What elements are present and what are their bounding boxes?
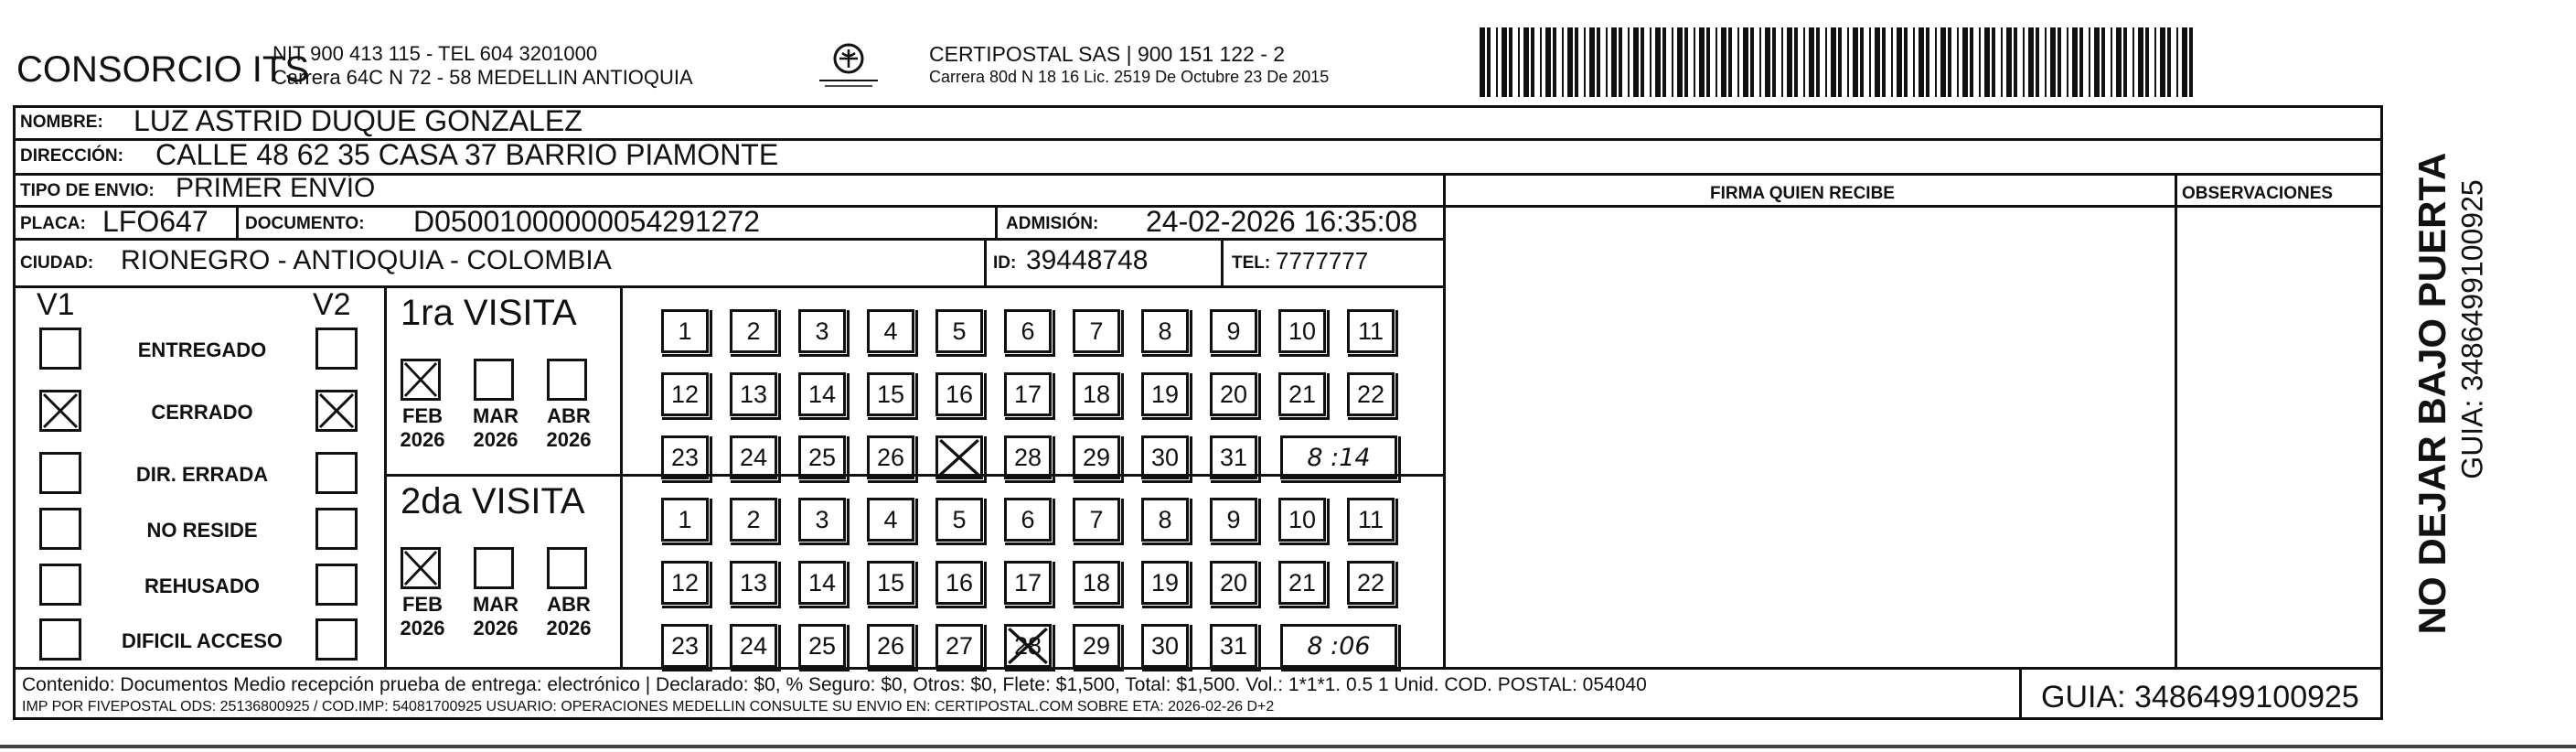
- day-cell[interactable]: [1347, 561, 1395, 605]
- barcode-bar: [1545, 27, 1551, 97]
- month-checkbox[interactable]: [547, 359, 587, 401]
- day-cell[interactable]: [798, 498, 846, 542]
- day-cell[interactable]: [1004, 561, 1052, 605]
- status-option-label: ENTREGADO: [137, 338, 267, 361]
- barcode-bar: [1694, 27, 1695, 97]
- visit-title: 1ra VISITA: [401, 293, 577, 333]
- day-number: 7: [1089, 317, 1104, 345]
- day-cell[interactable]: [1004, 435, 1052, 479]
- day-cell[interactable]: [935, 372, 983, 416]
- day-number: 18: [1082, 380, 1111, 408]
- day-cell[interactable]: [1073, 561, 1120, 605]
- day-cell[interactable]: [935, 435, 983, 479]
- barcode-bar: [1611, 27, 1617, 97]
- barcode-bar: [1487, 27, 1491, 97]
- month-label: FEB: [402, 404, 443, 427]
- month-label: MAR: [472, 593, 519, 616]
- barcode-bar: [1940, 27, 1946, 97]
- day-cell[interactable]: [1073, 435, 1120, 479]
- day-number: 14: [807, 568, 837, 596]
- barcode-bar: [1904, 27, 1908, 97]
- id-value: 39448748: [1026, 245, 1149, 275]
- barcode-bar: [1502, 27, 1507, 97]
- day-number: 4: [883, 505, 898, 533]
- day-cell[interactable]: [730, 435, 777, 479]
- nombre-label: NOMBRE:: [20, 113, 103, 132]
- day-number: 12: [670, 380, 700, 408]
- month-year: 2026: [400, 617, 445, 639]
- day-cell[interactable]: [1141, 498, 1189, 542]
- day-number: 2: [746, 505, 761, 533]
- admision-value: 24-02-2026 16:35:08: [1146, 205, 1418, 238]
- day-number: 20: [1219, 380, 1248, 408]
- barcode-bar: [1531, 27, 1534, 97]
- day-cell[interactable]: [1004, 372, 1052, 416]
- day-cell[interactable]: [730, 561, 777, 605]
- day-number: 11: [1357, 317, 1384, 345]
- day-cell[interactable]: [1141, 624, 1189, 668]
- firma-header: FIRMA QUIEN RECIBE: [1710, 184, 1895, 203]
- nombre-value: LUZ ASTRID DUQUE GONZALEZ: [134, 104, 583, 137]
- month-checkbox[interactable]: [401, 359, 441, 401]
- day-cell[interactable]: [1141, 435, 1189, 479]
- direccion-value: CALLE 48 62 35 CASA 37 BARRIO PIAMONTE: [155, 138, 779, 171]
- day-cell[interactable]: [867, 435, 914, 479]
- barcode-bar: [1781, 27, 1783, 97]
- day-cell[interactable]: [935, 309, 983, 353]
- day-number: 5: [952, 505, 967, 533]
- id-label: ID:: [993, 253, 1017, 273]
- barcode-bar: [1882, 27, 1886, 97]
- day-cell[interactable]: [661, 372, 709, 416]
- barcode-bar: [1772, 27, 1776, 97]
- month-label: ABR: [547, 593, 591, 616]
- placa-label: PLACA:: [20, 214, 86, 233]
- certipostal-logo: [812, 40, 885, 93]
- footer-print-line: IMP POR FIVEPOSTAL ODS: 25136800925 / COD.IMP: 54081700925 USUARIO: OPERACIONES MEDELLIN CONSULTE SU ENVIO EN: CERTIPOSTAL.COM SOBRE ETA: 2026-02-26 D+2: [22, 699, 1275, 714]
- barcode-bar: [1957, 27, 1959, 97]
- barcode-bar: [1684, 27, 1688, 97]
- month-year: 2026: [546, 617, 592, 639]
- day-cell[interactable]: [1210, 561, 1257, 605]
- barcode-bar: [1831, 27, 1836, 97]
- day-cell[interactable]: [935, 561, 983, 605]
- day-cell[interactable]: [1210, 372, 1257, 416]
- observaciones-header: OBSERVACIONES: [2182, 184, 2334, 203]
- barcode-bar: [1962, 27, 1968, 97]
- barcode-bar: [1716, 27, 1717, 97]
- status-option-label: CERRADO: [151, 401, 253, 424]
- barcode-bar: [1750, 27, 1754, 97]
- barcode-bar: [1979, 27, 1981, 97]
- day-number: 15: [876, 380, 905, 408]
- v2-checkbox[interactable]: [315, 452, 358, 494]
- barcode-bar: [1699, 27, 1705, 97]
- barcode-bar: [2079, 27, 2083, 97]
- day-cell[interactable]: [1141, 309, 1189, 353]
- barcode-bar: [1897, 27, 1902, 97]
- day-number: 16: [945, 568, 974, 596]
- barcode-bar: [1575, 27, 1578, 97]
- day-number: 21: [1288, 380, 1317, 408]
- month-label: ABR: [547, 404, 591, 427]
- month-checkbox[interactable]: [474, 547, 514, 589]
- barcode-bar: [1926, 27, 1929, 97]
- barcode-bar: [2145, 27, 2149, 97]
- barcode-bar: [2176, 27, 2178, 97]
- ciudad-label: CIUDAD:: [20, 253, 94, 273]
- barcode-bar: [1728, 27, 1732, 97]
- barcode-bar: [2189, 27, 2193, 97]
- visit-time-box[interactable]: [1280, 624, 1397, 668]
- courier-name: CERTIPOSTAL SAS | 900 151 122 - 2: [929, 42, 1286, 66]
- sender-address: Carrera 64C N 72 - 58 MEDELLIN ANTIOQUIA: [273, 66, 693, 89]
- day-cell[interactable]: [867, 561, 914, 605]
- barcode-bar: [2023, 27, 2025, 97]
- admision-label: ADMISIÓN:: [1006, 214, 1099, 233]
- barcode-bar: [1540, 27, 1542, 97]
- day-cell[interactable]: [867, 498, 914, 542]
- ciudad-value: RIONEGRO - ANTIOQUIA - COLOMBIA: [121, 245, 612, 275]
- day-number: 13: [739, 568, 768, 596]
- tipo-envio-value: PRIMER ENVÍO: [176, 173, 376, 203]
- day-cell[interactable]: [798, 309, 846, 353]
- barcode-bar: [2111, 27, 2112, 97]
- footer-content-line: Contenido: Documentos Medio recepción prueba de entrega: electrónico | Declarado: $0, % Seguro: $0, Otros: $0, Flete: $1,500, Total: $1,500. Vol.: 1*1*1. 0.5 1 Unid. COD. POSTAL: 054040: [22, 674, 1647, 695]
- sender-name: CONSORCIO ITS: [16, 49, 310, 90]
- barcode-bar: [1650, 27, 1651, 97]
- day-number: 3: [815, 317, 829, 345]
- day-number: 5: [952, 317, 967, 345]
- barcode-bar: [1496, 27, 1498, 97]
- day-number: 29: [1082, 631, 1111, 660]
- visit-time: 8 :06: [1307, 631, 1371, 661]
- status-option-label: NO RESIDE: [146, 519, 258, 542]
- day-number: 25: [807, 631, 837, 660]
- barcode-bar: [2160, 27, 2165, 97]
- barcode-bar: [2138, 27, 2143, 97]
- tel-value: 7777777: [1276, 247, 1369, 274]
- day-cell[interactable]: [935, 624, 983, 668]
- day-number: 17: [1013, 380, 1042, 408]
- day-cell[interactable]: [1073, 372, 1120, 416]
- day-cell[interactable]: [1210, 309, 1257, 353]
- barcode-bar: [1706, 27, 1710, 97]
- status-option-label: DIFICIL ACCESO: [121, 629, 283, 652]
- day-number: 10: [1288, 505, 1317, 533]
- barcode-bar: [1948, 27, 1951, 97]
- day-cell[interactable]: [730, 372, 777, 416]
- v2-label: V2: [313, 287, 351, 322]
- barcode-bar: [1721, 27, 1726, 97]
- v1-checkbox[interactable]: [39, 390, 81, 432]
- day-number: 26: [876, 631, 905, 660]
- day-cell[interactable]: [730, 624, 777, 668]
- barcode-bar: [2132, 27, 2134, 97]
- day-cell[interactable]: [661, 498, 709, 542]
- day-cell[interactable]: [730, 309, 777, 353]
- day-cell[interactable]: [730, 498, 777, 542]
- month-label: FEB: [402, 593, 443, 616]
- day-number: 31: [1219, 443, 1248, 471]
- barcode-bar: [1825, 27, 1827, 97]
- day-number: 24: [739, 631, 768, 660]
- barcode-bar: [1743, 27, 1748, 97]
- barcode-bar: [1737, 27, 1739, 97]
- day-number: 30: [1150, 443, 1180, 471]
- day-cell[interactable]: [1347, 498, 1395, 542]
- day-cell[interactable]: [1278, 561, 1326, 605]
- barcode-bar: [1765, 27, 1770, 97]
- day-cell[interactable]: [1210, 435, 1257, 479]
- barcode-bar: [1809, 27, 1814, 97]
- barcode-bar: [2036, 27, 2039, 97]
- day-cell[interactable]: [1004, 624, 1052, 668]
- barcode-bar: [1518, 27, 1520, 97]
- day-number: 19: [1150, 380, 1180, 408]
- barcode-bar: [1984, 27, 1990, 97]
- barcode-bar: [1919, 27, 1924, 97]
- day-cell[interactable]: [1210, 498, 1257, 542]
- barcode-bar: [1628, 27, 1630, 97]
- day-number: 23: [670, 631, 700, 660]
- status-option-label: DIR. ERRADA: [135, 463, 269, 486]
- footer-guia: GUIA: 3486499100925: [2041, 680, 2359, 714]
- barcode-bar: [1794, 27, 1798, 97]
- day-cell[interactable]: [661, 309, 709, 353]
- sender-nit: NIT 900 413 115 - TEL 604 3201000: [273, 42, 598, 65]
- v2-checkbox[interactable]: [315, 618, 358, 661]
- day-number: 12: [670, 568, 700, 596]
- day-cell[interactable]: [1278, 372, 1326, 416]
- barcode-bar: [2123, 27, 2127, 97]
- v2-checkbox[interactable]: [315, 390, 358, 432]
- direccion-label: DIRECCIÓN:: [20, 146, 123, 166]
- day-cell[interactable]: [1347, 372, 1395, 416]
- day-number: 2: [746, 317, 761, 345]
- barcode-bar: [1662, 27, 1666, 97]
- day-number: 3: [815, 505, 829, 533]
- barcode-bar: [1584, 27, 1586, 97]
- month-checkbox[interactable]: [547, 547, 587, 589]
- barcode-bar: [1847, 27, 1849, 97]
- barcode-bar: [2067, 27, 2068, 97]
- barcode-bar: [2101, 27, 2105, 97]
- barcode-bar: [2094, 27, 2100, 97]
- tipo-envio-label: TIPO DE ENVIO:: [20, 181, 155, 200]
- barcode-bar: [1970, 27, 1973, 97]
- day-number: 9: [1226, 317, 1241, 345]
- barcode-bar: [1913, 27, 1915, 97]
- no-dejar-warning: NO DEJAR BAJO PUERTA: [2410, 152, 2453, 635]
- day-number: 17: [1013, 568, 1042, 596]
- day-cell[interactable]: [1210, 624, 1257, 668]
- day-cell[interactable]: [1004, 498, 1052, 542]
- barcode-bar: [2028, 27, 2034, 97]
- barcode-bar: [2045, 27, 2047, 97]
- day-number: 1: [678, 505, 692, 533]
- day-number: 22: [1356, 380, 1385, 408]
- barcode-bar: [2089, 27, 2090, 97]
- day-cell[interactable]: [867, 624, 914, 668]
- v2-checkbox[interactable]: [315, 508, 358, 550]
- barcode-bar: [1853, 27, 1858, 97]
- day-cell[interactable]: [798, 435, 846, 479]
- day-number: 23: [670, 443, 700, 471]
- day-number: 10: [1288, 317, 1317, 345]
- month-year: 2026: [473, 617, 518, 639]
- barcode-bar: [1655, 27, 1661, 97]
- month-year: 2026: [400, 428, 445, 451]
- barcode-bar: [1672, 27, 1673, 97]
- day-cell[interactable]: [798, 372, 846, 416]
- barcode-bar: [2154, 27, 2156, 97]
- barcode-bar: [1891, 27, 1893, 97]
- day-cell[interactable]: [1141, 372, 1189, 416]
- barcode-bar: [1589, 27, 1595, 97]
- day-number: 19: [1150, 568, 1180, 596]
- day-number: 20: [1219, 568, 1248, 596]
- day-number: 11: [1357, 505, 1384, 533]
- day-number: 6: [1021, 505, 1035, 533]
- barcode-bar: [1562, 27, 1564, 97]
- day-number: 31: [1219, 631, 1248, 660]
- visit-time: 8 :14: [1307, 443, 1371, 472]
- barcode-bar: [1553, 27, 1556, 97]
- bottom-edge: [0, 745, 2576, 748]
- barcode-bar: [2182, 27, 2187, 97]
- tel-label: TEL:: [1232, 253, 1271, 273]
- barcode-bar: [1677, 27, 1683, 97]
- day-cell[interactable]: [935, 498, 983, 542]
- day-number: 30: [1150, 631, 1180, 660]
- barcode: [1480, 27, 2202, 97]
- visit-title: 2da VISITA: [401, 481, 585, 521]
- day-number: 28: [1013, 631, 1042, 660]
- day-cell[interactable]: [867, 309, 914, 353]
- v1-checkbox[interactable]: [39, 508, 81, 550]
- day-cell[interactable]: [867, 372, 914, 416]
- barcode-bar: [2001, 27, 2003, 97]
- month-checkbox[interactable]: [401, 547, 441, 589]
- barcode-bar: [1869, 27, 1871, 97]
- v1-checkbox[interactable]: [39, 618, 81, 661]
- day-cell[interactable]: [1073, 498, 1120, 542]
- day-number: 4: [883, 317, 898, 345]
- day-cell[interactable]: [798, 624, 846, 668]
- barcode-bar: [2006, 27, 2012, 97]
- day-cell[interactable]: [1278, 498, 1326, 542]
- day-number: 7: [1089, 505, 1104, 533]
- month-checkbox[interactable]: [474, 359, 514, 401]
- day-cell[interactable]: [661, 435, 709, 479]
- day-cell[interactable]: [1073, 624, 1120, 668]
- day-number: 14: [807, 380, 837, 408]
- barcode-bar: [1641, 27, 1644, 97]
- day-cell[interactable]: [1004, 309, 1052, 353]
- v1-checkbox[interactable]: [39, 564, 81, 606]
- documento-label: DOCUMENTO:: [245, 214, 365, 233]
- courier-address: Carrera 80d N 18 16 Lic. 2519 De Octubre 23 De 2015: [929, 68, 1330, 86]
- month-label: MAR: [472, 404, 519, 427]
- barcode-bar: [1480, 27, 1485, 97]
- barcode-bar: [1633, 27, 1639, 97]
- placa-value: LFO647: [102, 205, 208, 238]
- day-cell[interactable]: [1278, 309, 1326, 353]
- day-number: 27: [945, 631, 974, 660]
- day-number: 6: [1021, 317, 1035, 345]
- barcode-bar: [1875, 27, 1880, 97]
- day-cell[interactable]: [798, 561, 846, 605]
- day-number: 18: [1082, 568, 1111, 596]
- barcode-bar: [1597, 27, 1600, 97]
- day-number: 16: [945, 380, 974, 408]
- barcode-bar: [2167, 27, 2171, 97]
- day-number: 26: [876, 443, 905, 471]
- day-cell[interactable]: [1141, 561, 1189, 605]
- day-cell[interactable]: [661, 561, 709, 605]
- day-number: 13: [739, 380, 768, 408]
- day-number: 28: [1013, 443, 1042, 471]
- barcode-bar: [1935, 27, 1937, 97]
- barcode-bar: [1992, 27, 1995, 97]
- day-cell[interactable]: [1347, 309, 1395, 353]
- barcode-bar: [1860, 27, 1864, 97]
- barcode-bar: [2014, 27, 2017, 97]
- v2-checkbox[interactable]: [315, 328, 358, 370]
- barcode-bar: [1816, 27, 1820, 97]
- day-number: 8: [1158, 317, 1172, 345]
- day-number: 24: [739, 443, 768, 471]
- barcode-bar: [1759, 27, 1761, 97]
- month-year: 2026: [473, 428, 518, 451]
- barcode-bar: [1606, 27, 1608, 97]
- documento-value: D05001000000054291272: [413, 205, 761, 238]
- barcode-bar: [2050, 27, 2056, 97]
- barcode-bar: [1619, 27, 1622, 97]
- visit-time-box[interactable]: [1280, 435, 1397, 479]
- day-cell[interactable]: [1073, 309, 1120, 353]
- side-guia: GUIA: 3486499100925: [2455, 179, 2489, 479]
- v1-label: V1: [37, 287, 75, 322]
- barcode-bar: [1803, 27, 1805, 97]
- day-number: 29: [1082, 443, 1111, 471]
- day-number: 9: [1226, 505, 1241, 533]
- barcode-bar: [1509, 27, 1512, 97]
- status-option-label: REHUSADO: [144, 575, 260, 597]
- day-number: 21: [1288, 568, 1317, 596]
- v1-checkbox[interactable]: [39, 452, 81, 494]
- day-cell[interactable]: [661, 624, 709, 668]
- barcode-bar: [1567, 27, 1573, 97]
- barcode-bar: [2072, 27, 2078, 97]
- month-year: 2026: [546, 428, 592, 451]
- barcode-bar: [2058, 27, 2061, 97]
- barcode-bar: [1787, 27, 1792, 97]
- day-number: 15: [876, 568, 905, 596]
- v1-checkbox[interactable]: [39, 328, 81, 370]
- barcode-bar: [1838, 27, 1842, 97]
- day-number: 25: [807, 443, 837, 471]
- day-number: 8: [1158, 505, 1172, 533]
- day-number: 1: [678, 317, 692, 345]
- v2-checkbox[interactable]: [315, 564, 358, 606]
- barcode-bar: [1523, 27, 1529, 97]
- day-number: 22: [1356, 568, 1385, 596]
- barcode-bar: [2116, 27, 2122, 97]
